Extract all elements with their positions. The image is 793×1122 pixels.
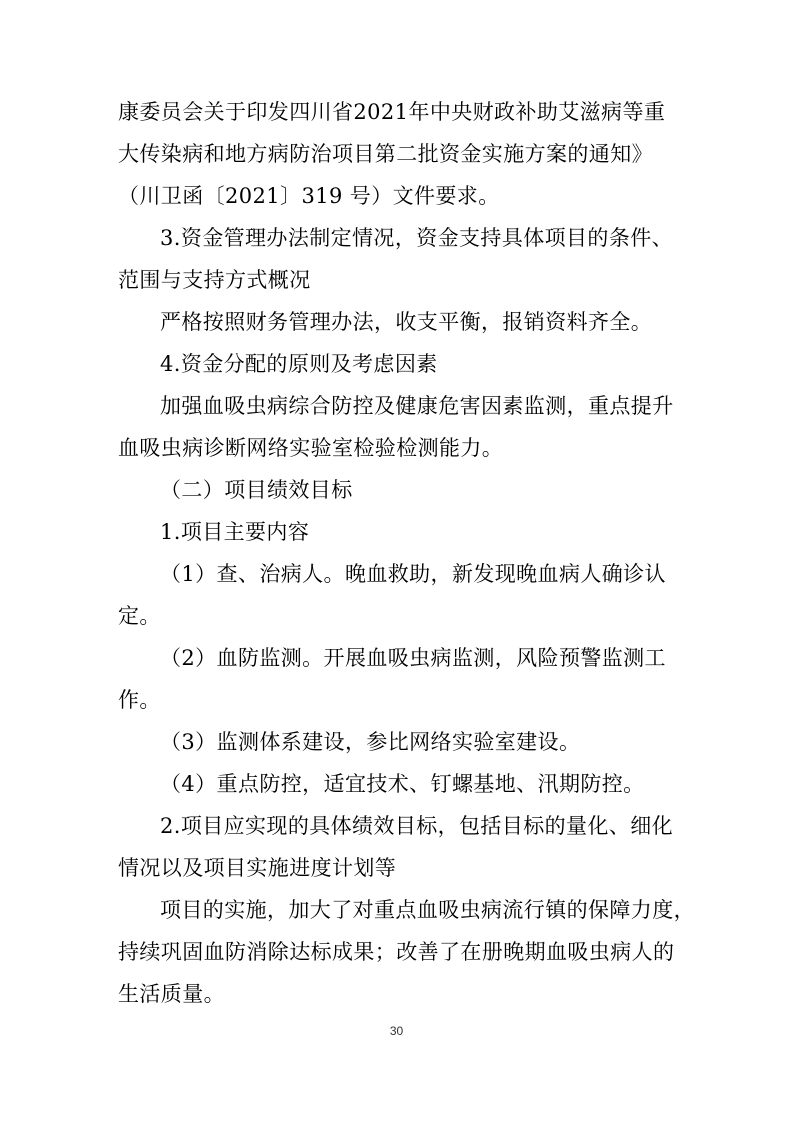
page-number: 30 [389,1024,404,1038]
text-line-8: 加强血吸虫病综合防控及健康危害因素监测，重点提升 [160,394,674,418]
section-heading-3: 3.资金管理办法制定情况，资金支持具体项目的条件、 [160,226,674,250]
text-line-21: 持续巩固血防消除达标成果；改善了在册晚期血吸虫病人的 [118,940,675,964]
list-item-2-cont: 作。 [118,688,161,712]
list-item-1-cont: 定。 [118,604,161,628]
list-item-4: （4）重点防控，适宜技术、钉螺基地、汛期防控。 [160,772,645,796]
text-line-9: 血吸虫病诊断网络实验室检验检测能力。 [118,436,504,460]
text-line-3: （川卫函〔2021〕319 号）文件要求。 [118,184,500,208]
section-heading-main-content: 1.项目主要内容 [160,520,310,544]
text-line-1: 康委员会关于印发四川省2021年中央财政补助艾滋病等重 [118,100,666,124]
text-line-5: 范围与支持方式概况 [118,268,311,292]
text-line-22: 生活质量。 [118,982,225,1006]
list-item-3: （3）监测体系建设，参比网络实验室建设。 [160,730,581,754]
text-line-19: 情况以及项目实施进度计划等 [118,856,397,880]
list-item-1: （1）查、治病人。晚血救助，新发现晚血病人确诊认 [160,562,666,586]
list-item-2: （2）血防监测。开展血吸虫病监测，风险预警监测工 [160,646,666,670]
text-line-2: 大传染病和地方病防治项目第二批资金实施方案的通知》 [118,142,653,166]
text-line-6: 严格按照财务管理办法，收支平衡，报销资料齐全。 [160,310,653,334]
section-heading-performance-goals: （二）项目绩效目标 [160,478,353,502]
section-heading-4: 4.资金分配的原则及考虑因素 [160,352,438,376]
text-line-20: 项目的实施，加大了对重点血吸虫病流行镇的保障力度， [160,898,695,922]
section-heading-2: 2.项目应实现的具体绩效目标，包括目标的量化、细化 [160,814,674,838]
